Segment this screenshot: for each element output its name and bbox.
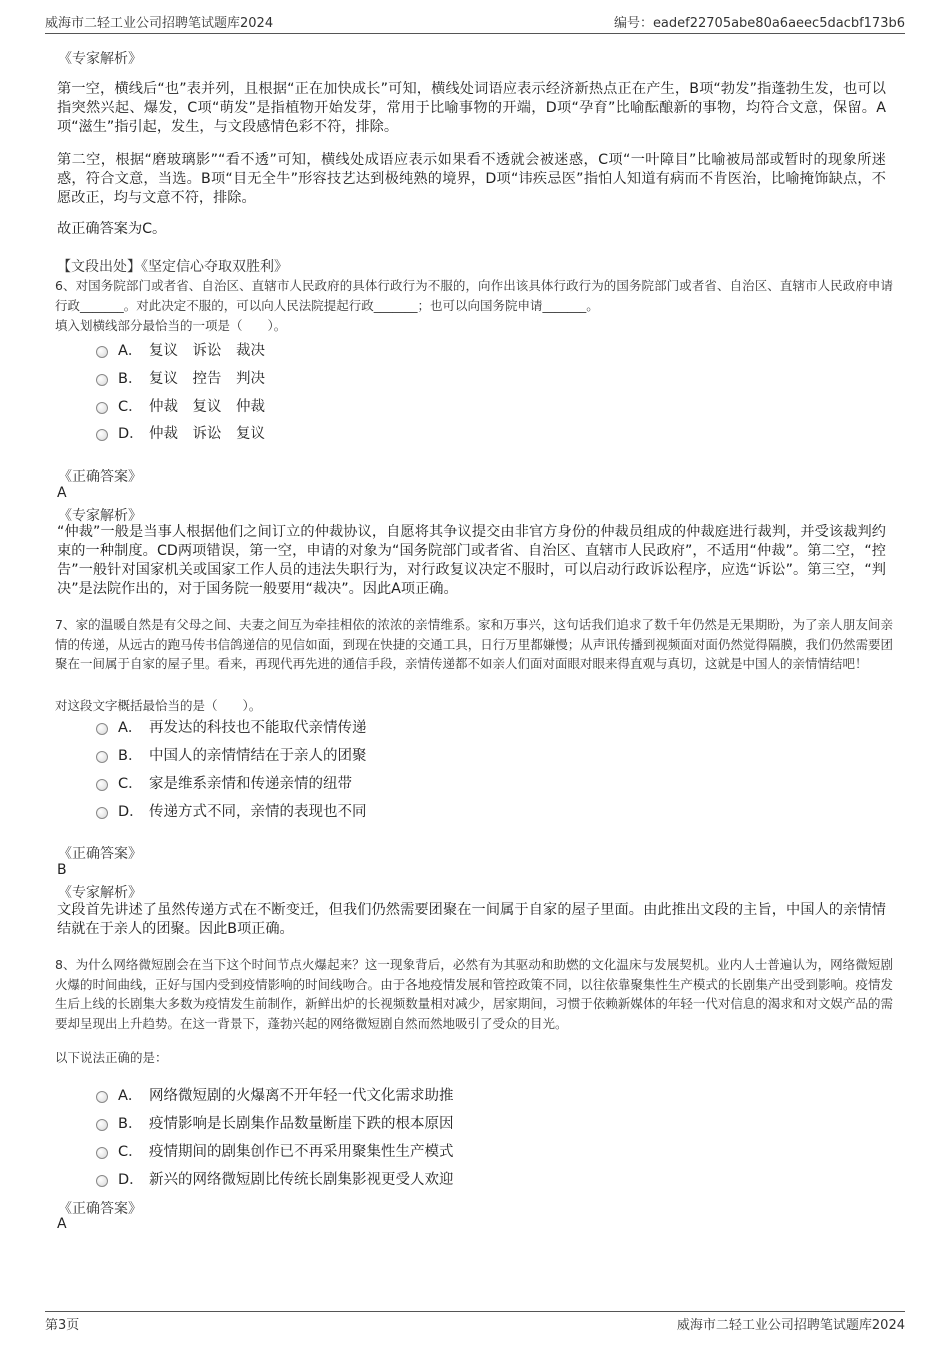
question-8-option-b[interactable] [96, 1112, 454, 1133]
option-text: 中国人的亲情情结在于亲人的团聚 [149, 748, 367, 764]
option-letter: D． [118, 804, 144, 820]
radio-icon[interactable] [96, 723, 108, 735]
question-8-prompt: 以下说法正确的是： [55, 1050, 168, 1065]
option-letter: C． [118, 399, 143, 415]
radio-icon[interactable] [96, 374, 108, 386]
question-7-analysis: 文段首先讲述了虽然传递方式在不断变迁，但我们仍然需要团聚在一间属于自家的屋子里面。由此推出文段的主旨，中国人的亲情情结就在于亲人的团聚。因此B项正确。 [57, 902, 886, 937]
option-letter: C． [118, 1144, 143, 1160]
radio-icon[interactable] [96, 779, 108, 791]
footer-divider [45, 1311, 905, 1312]
option-letter: D． [118, 1172, 144, 1188]
question-8-option-d[interactable] [96, 1168, 454, 1189]
question-7-option-c[interactable] [96, 772, 352, 793]
question-6-text: 6、对国务院部门或者省、自治区、直辖市人民政府的具体行政行为不服的，向作出该具体行政行为的国务院部门或者省、自治区、直辖市人民政府申请行政_______。对此决定不服的，可以向人民法院提起行政_______；也可以向国务院申请_______。 [55, 278, 893, 313]
analysis-paragraph-2: 第二空，根据“磨玻璃影”“看不透”可知，横线处成语应表示如果看不透就会被迷惑，C项“一叶障目”比喻被局部或暂时的现象所迷惑，符合文意，当选。B项“目无全牛”形容技艺达到极纯熟的境界，D项“讳疾忌医”指怕人知道有病而不肯医治，比喻掩饰缺点，不愿改正，均与文意不符，排除。 [57, 152, 886, 206]
answer-value: A [57, 485, 67, 501]
question-8-option-c[interactable] [96, 1140, 454, 1161]
option-letter: B． [118, 371, 143, 387]
radio-icon[interactable] [96, 346, 108, 358]
question-7-text: 7、家的温暖自然是有父母之间、夫妻之间互为牵挂相依的浓浓的亲情维系。家和万事兴，这句话我们追求了数千年仍然是无果期盼，为了亲人朋友间亲情的传递，从远古的跑马传书信鸽递信的见信如面，到现在快捷的交通工具，日行万里都嫌慢；从声讯传播到视频面对面仍然觉得隔膜，我们仍然需要团聚在一间属于自家的屋子里。看来，再现代再先进的通信手段，亲情传递都不如亲人们面对面眼对眼来得直观与真切，这就是中国人的亲情情结吧！ [55, 617, 893, 671]
question-6-option-d[interactable] [96, 422, 265, 443]
option-text: 家是维系亲情和传递亲情的纽带 [149, 776, 352, 792]
option-letter: C． [118, 776, 143, 792]
question-6-prompt: 填入划横线部分最恰当的一项是（ ）。 [55, 318, 287, 333]
radio-icon[interactable] [96, 1091, 108, 1103]
page-number: 第3页 [45, 1318, 80, 1333]
option-letter: D． [118, 426, 144, 442]
option-text: 疫情影响是长剧集作品数量断崖下跌的根本原因 [149, 1116, 454, 1132]
header-title: 威海市二轻工业公司招聘笔试题库2024 [45, 16, 274, 31]
option-letter: B． [118, 1116, 143, 1132]
option-letter: B． [118, 748, 143, 764]
radio-icon[interactable] [96, 402, 108, 414]
option-letter: A． [118, 1088, 143, 1104]
radio-icon[interactable] [96, 807, 108, 819]
radio-icon[interactable] [96, 429, 108, 441]
analysis-paragraph-1: 第一空，横线后“也”表并列，且根据“正在加快成长”可知，横线处词语应表示经济新热点正在产生，B项“勃发”指蓬勃生发，也可以指突然兴起、爆发，C项“萌发”是指植物开始发芽，常用于比喻事物的开端，D项“孕育”比喻酝酿新的事物，均符合文意，保留。A项“滋生”指引起，发生，与文段感情色彩不符，排除。 [57, 81, 886, 135]
footer-title: 威海市二轻工业公司招聘笔试题库2024 [676, 1318, 905, 1333]
question-6-option-b[interactable] [96, 367, 265, 388]
question-7-option-a[interactable] [96, 716, 367, 737]
radio-icon[interactable] [96, 1119, 108, 1131]
source-citation: 【文段出处】《坚定信心夺取双胜利》 [57, 259, 288, 275]
option-text: 疫情期间的剧集创作已不再采用聚集性生产模式 [149, 1144, 454, 1160]
answer-label: 《正确答案》 [58, 1201, 142, 1217]
option-letter: A． [118, 720, 143, 736]
option-text: 新兴的网络微短剧比传统长剧集影视更受人欢迎 [149, 1172, 454, 1188]
analysis-label: 《专家解析》 [58, 885, 142, 901]
question-6-option-c[interactable] [96, 395, 265, 416]
analysis-label: 《专家解析》 [58, 508, 142, 524]
option-text: 仲裁 诉讼 复议 [149, 426, 265, 442]
answer-value: A [57, 1216, 67, 1232]
question-6-option-a[interactable] [96, 339, 265, 360]
question-8-text: 8、为什么网络微短剧会在当下这个时间节点火爆起来？这一现象背后，必然有为其驱动和助燃的文化温床与发展契机。业内人士普遍认为，网络微短剧火爆的时间曲线，正好与国内受到疫情影响的时间线吻合。由于各地疫情发展和管控政策不同，以往依靠聚集性生产模式的长剧集产出受到影响。疫情发生后上线的长剧集大多数为疫情发生前制作，新鲜出炉的长视频数量相对减少，居家期间，习惯于依赖新媒体的年轻一代对信息的渴求和对文娱产品的需要却呈现出上升趋势。在这一背景下，蓬勃兴起的网络微短剧自然而然地吸引了受众的目光。 [55, 957, 893, 1031]
option-letter: A． [118, 343, 143, 359]
question-8-option-a[interactable] [96, 1084, 454, 1105]
option-text: 仲裁 复议 仲裁 [149, 399, 265, 415]
option-text: 复议 诉讼 裁决 [149, 343, 265, 359]
radio-icon[interactable] [96, 1147, 108, 1159]
question-7-prompt: 对这段文字概括最恰当的是（ ）。 [55, 698, 262, 713]
answer-label: 《正确答案》 [58, 846, 142, 862]
question-7-option-b[interactable] [96, 744, 367, 765]
option-text: 网络微短剧的火爆离不开年轻一代文化需求助推 [149, 1088, 454, 1104]
question-6-analysis: “仲裁”一般是当事人根据他们之间订立的仲裁协议，自愿将其争议提交由非官方身份的仲裁员组成的仲裁庭进行裁判，并受该裁判约束的一种制度。CD两项错误，第一空，申请的对象为“国务院部门或者省、自治区、直辖市人民政府”，不适用“仲裁”。第二空，“控告”一般针对国家机关或国家工作人员的违法失职行为，对行政复议决定不服时，可以启动行政诉讼程序，应选“诉讼”。第三空，“判决”是法院作出的，对于国务院一般要用“裁决”。因此A项正确。 [57, 524, 886, 597]
radio-icon[interactable] [96, 1175, 108, 1187]
answer-label: 《正确答案》 [58, 469, 142, 485]
option-text: 再发达的科技也不能取代亲情传递 [149, 720, 367, 736]
analysis-label: 《专家解析》 [58, 51, 142, 67]
analysis-paragraph-3: 故正确答案为C。 [57, 221, 167, 237]
header-divider [45, 33, 905, 34]
option-text: 复议 控告 判决 [149, 371, 265, 387]
document-code: 编号：eadef22705abe80a6aeec5dacbf173b6 [613, 16, 905, 31]
question-7-option-d[interactable] [96, 800, 367, 821]
answer-value: B [57, 862, 67, 878]
radio-icon[interactable] [96, 751, 108, 763]
option-text: 传递方式不同，亲情的表现也不同 [149, 804, 367, 820]
